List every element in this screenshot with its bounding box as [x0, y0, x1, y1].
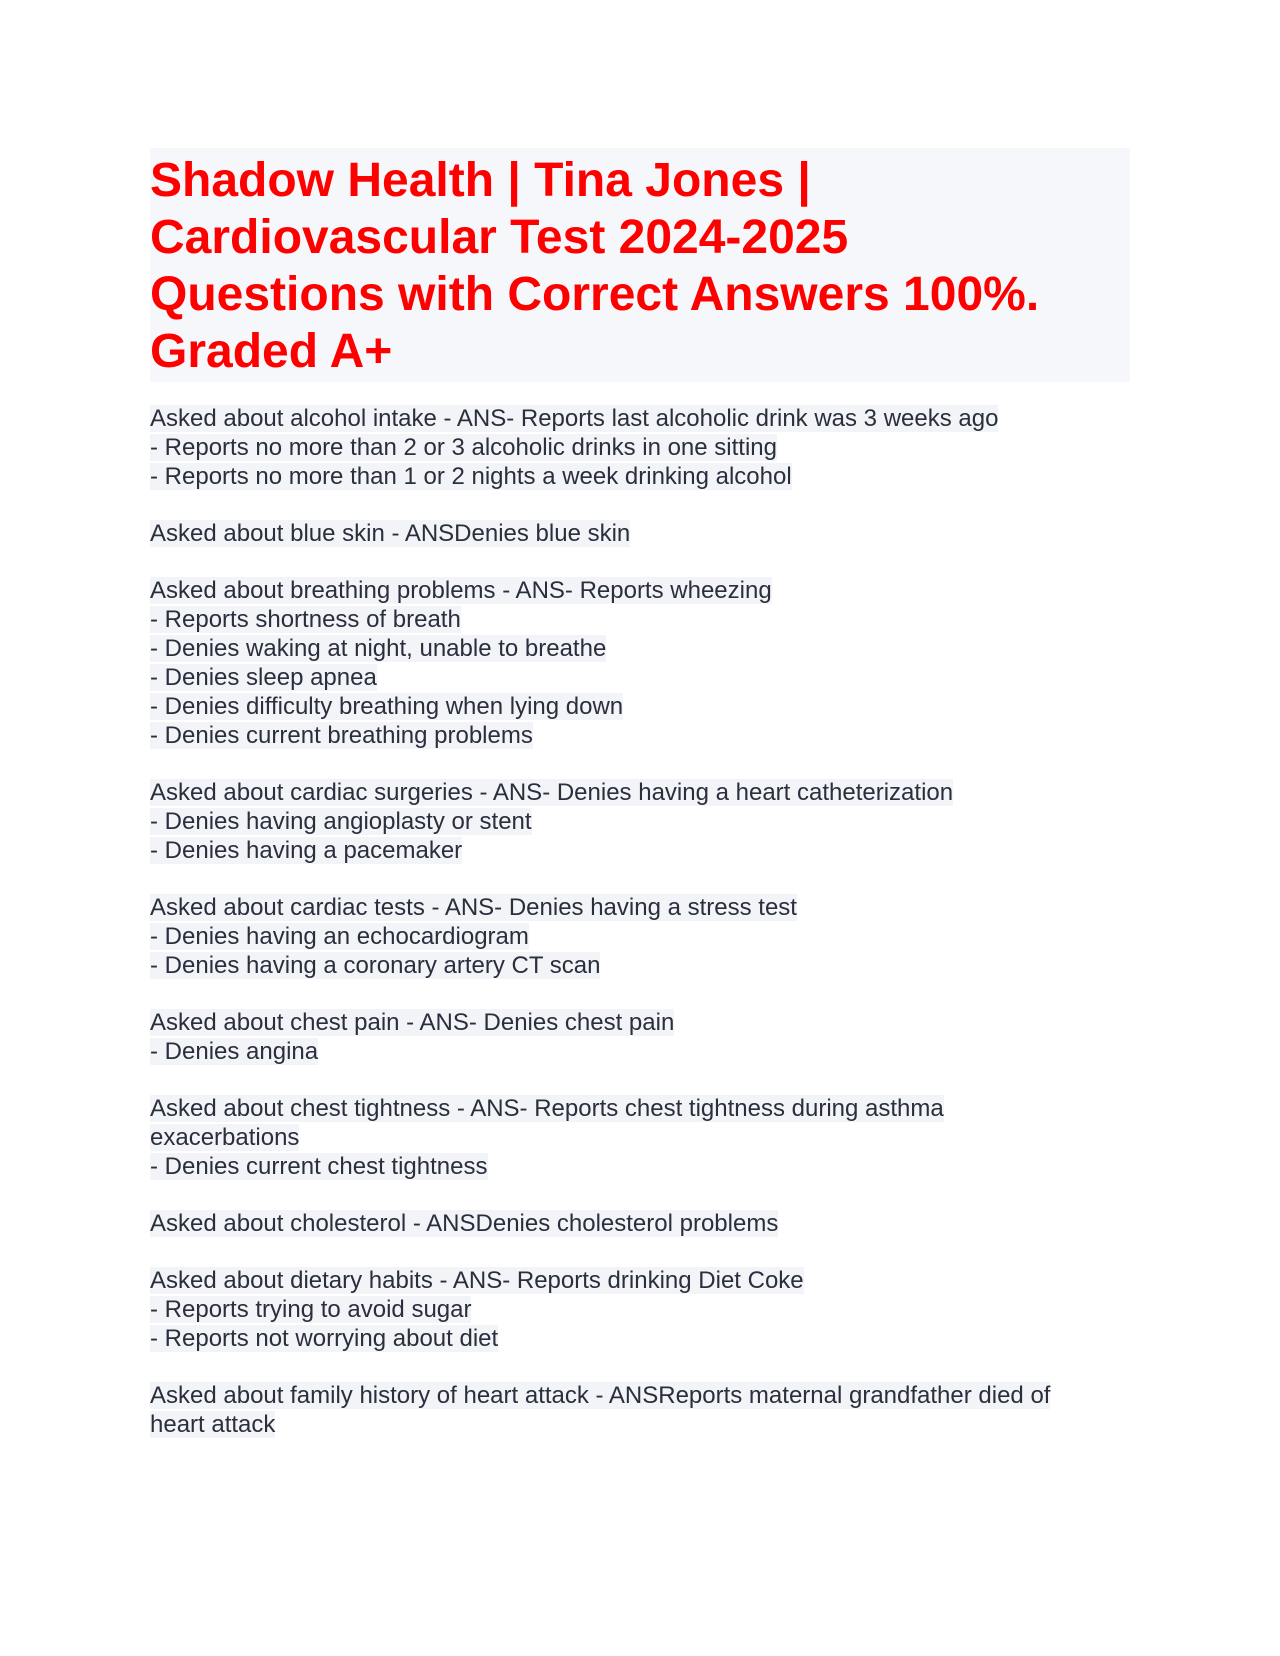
qa-line: - Reports trying to avoid sugar	[150, 1296, 472, 1323]
qa-line: Asked about cholesterol - ANSDenies cholesterol problems	[150, 1210, 779, 1237]
qa-line: Asked about alcohol intake - ANS- Reports last alcoholic drink was 3 weeks ago	[150, 405, 999, 432]
qa-line: - Denies angina	[150, 1038, 319, 1065]
qa-line: - Denies having a pacemaker	[150, 837, 463, 864]
qa-item-blue-skin	[150, 519, 1130, 548]
title-line: Graded A+	[150, 325, 393, 378]
qa-line: - Reports no more than 1 or 2 nights a week drinking alcohol	[150, 463, 792, 490]
qa-line: - Denies having a coronary artery CT scan	[150, 952, 601, 979]
qa-line: - Denies current breathing problems	[150, 722, 533, 749]
qa-line: - Reports not worrying about diet	[150, 1325, 499, 1352]
qa-line: Asked about cardiac surgeries - ANS- Denies having a heart catheterization	[150, 779, 954, 806]
qa-line: - Reports shortness of breath	[150, 606, 461, 633]
qa-item-cardiac-surgeries	[150, 778, 1130, 865]
title-line: Shadow Health | Tina Jones |	[150, 154, 811, 207]
qa-line: exacerbations	[150, 1124, 300, 1151]
qa-line: Asked about chest pain - ANS- Denies chest pain	[150, 1009, 675, 1036]
title-line: Cardiovascular Test 2024-2025	[150, 211, 849, 264]
qa-line: - Denies waking at night, unable to breathe	[150, 635, 607, 662]
qa-line: heart attack	[150, 1411, 276, 1438]
qa-item-family-history-heart-attack	[150, 1381, 1130, 1439]
qa-line: Asked about family history of heart attack - ANSReports maternal grandfather died of	[150, 1382, 1051, 1409]
qa-item-chest-pain	[150, 1008, 1130, 1066]
qa-item-alcohol-intake	[150, 404, 1130, 491]
qa-line: Asked about chest tightness - ANS- Reports chest tightness during asthma	[150, 1095, 944, 1122]
qa-line: - Denies current chest tightness	[150, 1153, 488, 1180]
qa-line: - Denies having angioplasty or stent	[150, 808, 532, 835]
qa-line: Asked about breathing problems - ANS- Reports wheezing	[150, 577, 772, 604]
qa-line: Asked about cardiac tests - ANS- Denies having a stress test	[150, 894, 797, 921]
qa-item-chest-tightness	[150, 1094, 1130, 1181]
qa-item-breathing-problems	[150, 576, 1130, 750]
qa-line: - Reports no more than 2 or 3 alcoholic drinks in one sitting	[150, 434, 777, 461]
qa-line: - Denies difficulty breathing when lying down	[150, 693, 624, 720]
qa-line: Asked about blue skin - ANSDenies blue skin	[150, 520, 631, 547]
qa-item-dietary-habits	[150, 1266, 1130, 1353]
qa-list	[150, 404, 1130, 1439]
document-page	[150, 148, 1130, 1467]
qa-line: - Denies having an echocardiogram	[150, 923, 529, 950]
qa-item-cholesterol	[150, 1209, 1130, 1238]
qa-item-cardiac-tests	[150, 893, 1130, 980]
title-line: Questions with Correct Answers 100%.	[150, 268, 1040, 321]
qa-line: Asked about dietary habits - ANS- Reports drinking Diet Coke	[150, 1267, 804, 1294]
qa-line: - Denies sleep apnea	[150, 664, 377, 691]
document-title	[150, 148, 1130, 382]
